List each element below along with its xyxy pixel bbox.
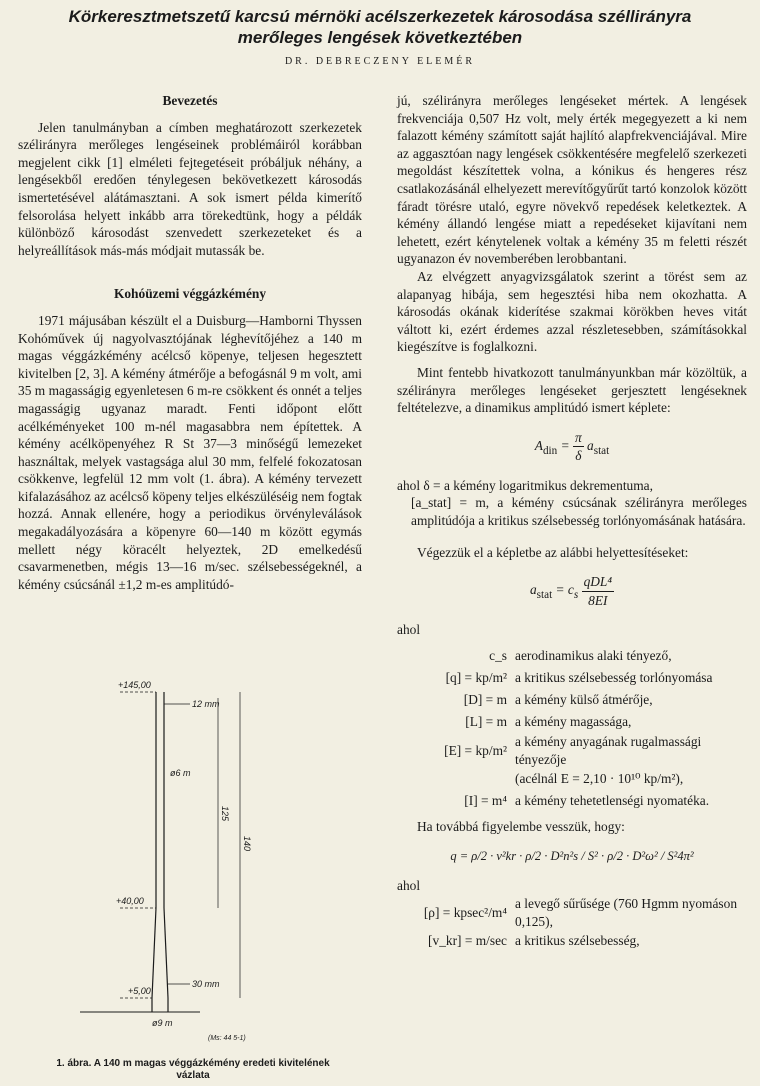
- left-column: [18, 92, 362, 593]
- definition-row: [I] = m⁴ a kémény tehetetlenségi nyomatéka.: [464, 793, 710, 809]
- label-length-2: 140: [242, 836, 252, 852]
- label-base-level: +5,00: [128, 986, 151, 996]
- definition-list: [397, 645, 747, 812]
- label-bottom-thickness: 30 mm: [192, 979, 220, 989]
- section-heading-chimney: Kohóüzemi véggázkémény: [113, 286, 267, 302]
- right-paragraph-2: Az elvégzett anyagvizsgálatok szerint a törést sem az alapanyag hibája, sem hegesztési hiba nem okozhatta. A károsodás okának kiderítése szakmai körökben heves vitát váltott ki, ezért érdemes azzal részletesebben, számításokkal kiegészítve is foglalkozni.: [397, 268, 747, 355]
- formula-pressure: q = ρ/2 · v²kr · ρ/2 · D²n²s / S² · ρ/2 · D²ω² / S²4π²: [450, 848, 694, 863]
- definition-row: [q] = kp/m² a kritikus szélsebesség torlónyomása: [445, 670, 713, 686]
- definition-row: [L] = m a kémény magassága,: [465, 714, 632, 730]
- label-top-thickness: 12 mm: [192, 699, 220, 709]
- title-line-1: Körkeresztmetszetű karcsú mérnöki acélszerkezetek károsodása széllirányra: [68, 7, 692, 26]
- label-base-diameter: ø9 m: [152, 1018, 173, 1028]
- chimney-paragraph: 1971 májusában készült el a Duisburg—Hamborni Thyssen Kohóművek új nagyolvasztójának léghevítőjéhez a 140 m magas véggázkémény acélcső köpenye, teljesen hegesztett kivitelben [2, 3]. A kémény átmérője a befogásnál 9 m volt, ami 35 m magasságig egyenletesen 6 m-re csökkent és onnét a teljes magasságig ugyanaz maradt. Fenti időpont előtt acélkéményeket 100 m-nél magasabbra nem építettek. A kémény acélköpenyéhez R St 37—3 minőségű lemezeket használtak, melyek vastagsága alul 30 mm, felfelé fokozatosan csökkenve, legfelül 12 mm volt (1. ábra). A kémény tervezett kifalazásához az acélcső köpeny teljes elkészüléséig nem fogtak hozzá. Annak ellenére, hogy a periodikus örvényleválások megakadályozására a köpenyre 60—140 m között egymás mellett négy köracélt helyeztek, 2D emelkedésű csavarmenetben, mégis 13—16 m/sec. szélsebességeknél, a kémény csúcsánál ±1,2 m-es amplitúdó-: [18, 312, 362, 592]
- definition-row: (acélnál E = 2,10 · 10¹⁰ kp/m²),: [515, 771, 684, 787]
- ahol-3: ahol: [397, 878, 421, 894]
- formula-static-amplitude: $a_{stat} = c_s$ $\frac{\text{qDL⁴}}{8EI}$: [529, 574, 613, 608]
- section-heading-intro: Bevezetés: [162, 93, 218, 108]
- vkr-definition: [v_kr] = m/sec a kritikus szélsebesség,: [428, 933, 640, 949]
- right-paragraph-5: Ha továbbá figyelembe vesszük, hogy:: [417, 819, 625, 835]
- intro-paragraph: Jelen tanulmányban a címben meghatározott szerkezetek szélirányra merőleges lengéseinek problémáiról korábban megjelent cikk [1] elméleti fejtegetéseit próbáljuk néhány, a lengésekből eredően ténylegesen bekövetkezett károsodás ismertetésével alátámasztani. A sok ismert példa kimerítő felsorolása helyett inkább arra törekedtünk, hogy a példák különböző károsodást szenvedett szerkezeteket és a helyreállítások más-más módjait mutassák be.: [18, 119, 362, 258]
- title-line-2: merőleges lengések következtében: [237, 28, 523, 47]
- rho-definition: [ρ] = kpsec²/m⁴ a levegő sűrűsége (760 Hgmm nyomáson 0,125),: [423, 896, 738, 929]
- right-paragraph-3: Mint fentebb hivatkozott tanulmányunkban már közöltük, a szélirányra merőleges lengéseket gerjesztett lengéseknek feltételezve, a dinamikus amplitúdó ismert képlete:: [397, 364, 747, 416]
- astat-definition: [a_stat] = m, a kémény csúcsának szélirányra merőleges amplitúdója a kritikus szélsebesség torlónyomásának hatására.: [411, 495, 747, 529]
- ahol-2: ahol: [397, 622, 421, 638]
- definition-row: [D] = m a kémény külső átmérője,: [463, 692, 653, 708]
- right-paragraph-1: jú, szélirányra merőleges lengéseket mértek. A lengések frekvenciája 0,507 Hz volt, mely érték megegyezett a ki nem falazott kémény számított saját hajlító alapfrekvenciájával. Mire az aggasztóan nagy lengések csökkentésére megfelelő szerkezeti megoldást készítettek volna, a kónikus és hengeres rész csatlakozásánál elhelyezett merevítőgyűrűt tartó konzolok között fáradt törésre utaló, egyre növekvő repedések keletkeztek. A kémény állandó lengése miatt a repedéseket kijavítani nem lehetett, ezért kénytelenek voltak a kémény 35 m feletti részét ugyanazon év novemberében lerobbantani.: [397, 93, 747, 267]
- definition-row: c_s aerodinamikus alaki tényező,: [489, 648, 672, 664]
- label-reference: (Ms: 44 5-1): [208, 1035, 246, 1042]
- label-diameter: ø6 m: [170, 768, 191, 778]
- label-top-level: +145,00: [118, 680, 151, 690]
- label-length-1: 125: [220, 806, 230, 822]
- right-column: [397, 92, 747, 952]
- formula-dynamic-amplitude: $A_{din}$ = $\frac{\pi}{\delta}$ $a_{stat}$: [534, 429, 610, 464]
- right-paragraph-4: Végezzük el a képletbe az alábbi helyettesítéseket:: [417, 544, 689, 560]
- chimney-sketch: [40, 676, 340, 1058]
- author: DR. DEBRECZENY ELEMÉR: [284, 56, 476, 67]
- ahol-delta: ahol δ = a kémény logaritmikus dekrementuma,: [397, 477, 653, 493]
- label-mid-level: +40,00: [116, 896, 144, 906]
- article-title: [0, 6, 760, 48]
- definition-row: [E] = kp/m² a kémény anyagának rugalmassági tényezője: [444, 734, 702, 767]
- figure-caption: 1. ábra. A 140 m magas véggázkémény eredeti kivitelének vázlata: [56, 1058, 330, 1081]
